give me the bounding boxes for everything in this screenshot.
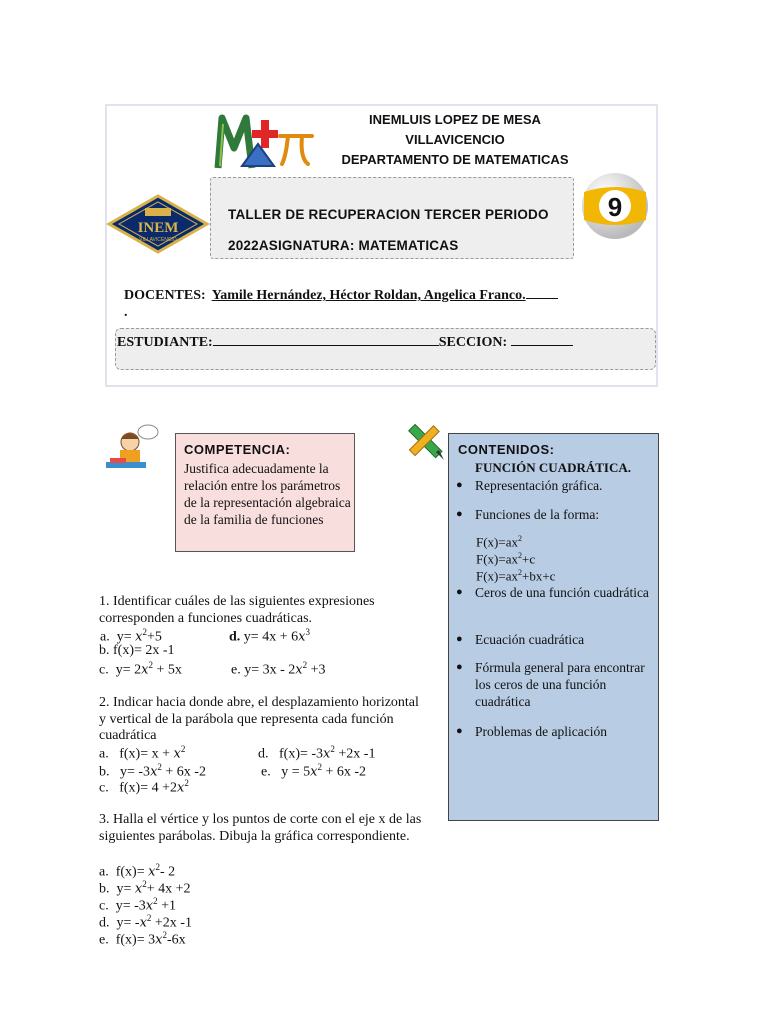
exercise-2c: c. $f(x)= 4 +2x^2$ bbox=[99, 778, 189, 796]
exercise-1d: d. $y= 4x + 6x^3$ bbox=[229, 627, 310, 645]
question-2-line-3: cuadrática bbox=[99, 728, 157, 743]
list-item: ● Representación gráfica. bbox=[456, 478, 603, 493]
exercise-2d: d. $f(x)= -3x^2 +2x$ -1 bbox=[258, 744, 376, 762]
list-item: ● Ceros de una función cuadrática bbox=[456, 585, 649, 600]
exercise-1c: c. $y= 2x^2 + 5x$ bbox=[99, 660, 182, 678]
exercise-1a: a. $y= x^2+5$ bbox=[100, 627, 162, 645]
billiard-ball-icon bbox=[580, 170, 650, 240]
estudiante-label: ESTUDIANTE: bbox=[117, 335, 213, 350]
bullet-icon: ● bbox=[456, 479, 463, 491]
competencia-title: COMPETENCIA: bbox=[184, 442, 291, 457]
student-reading-icon bbox=[100, 422, 160, 472]
inem-logo-text: INEM bbox=[137, 220, 179, 236]
workshop-title: TALLER DE RECUPERACION TERCER PERIODO bbox=[228, 207, 549, 222]
exercise-3c: c. $y= -3x^2 +1$ bbox=[99, 896, 177, 914]
exercise-2b: b. $y= -3x^2 + 6x$ -2 bbox=[99, 762, 206, 780]
exercise-1e: e. $y= 3x - 2x^2 +3$ bbox=[231, 660, 326, 678]
exercise-3e: e. $f(x)= 3x^2-6x$ bbox=[99, 930, 186, 948]
bullet-icon: ● bbox=[456, 661, 463, 673]
bullet-icon: ● bbox=[456, 508, 463, 520]
student-row bbox=[117, 333, 573, 351]
exercise-3b: b. $y= x^2+ 4x +2$ bbox=[99, 879, 191, 897]
formula-item: $F(x)=ax^2+bx+c$ bbox=[476, 568, 556, 584]
ball-number: 9 bbox=[607, 192, 623, 222]
question-3-line-2: siguientes parábolas. Dibuja la gráfica correspondiente. bbox=[99, 829, 410, 844]
estudiante-field[interactable] bbox=[213, 333, 439, 346]
school-name: INEMLUIS LOPEZ DE MESA bbox=[369, 112, 541, 127]
list-item: ● Fórmula general para encontrar los ceros de una función cuadrática bbox=[456, 660, 645, 709]
school-city: VILLAVICENCIO bbox=[405, 132, 505, 147]
seccion-field[interactable] bbox=[511, 333, 573, 346]
question-2-line-2: y vertical de la parábola que representa cada función bbox=[99, 712, 394, 727]
contenidos-title: CONTENIDOS: bbox=[458, 442, 555, 457]
docentes-row bbox=[124, 288, 558, 304]
docentes-underline bbox=[526, 297, 558, 299]
bullet-icon: ● bbox=[456, 586, 463, 598]
list-item: ● Ecuación cuadrática bbox=[456, 632, 585, 647]
exercise-2a: a. $f(x)= x + x^2$ bbox=[99, 744, 186, 762]
question-3-line-1: 3. Halla el vértice y los puntos de corte con el eje x de las bbox=[99, 812, 422, 827]
docentes-label: DOCENTES: bbox=[124, 288, 206, 303]
docentes-names: Yamile Hernández, Héctor Roldan, Angelica Franco. bbox=[211, 288, 526, 303]
question-1-line-2: corresponden a funciones cuadráticas. bbox=[99, 611, 313, 626]
inem-logo-icon bbox=[105, 192, 211, 256]
bullet-icon: ● bbox=[456, 633, 463, 645]
list-item: ● Problemas de aplicación bbox=[456, 724, 607, 739]
formula-item: $F(x)=ax^2+c$ bbox=[476, 551, 536, 567]
bullet-icon: ● bbox=[456, 725, 463, 737]
question-1-line-1: 1. Identificar cuáles de las siguientes expresiones bbox=[99, 594, 375, 609]
question-2-line-1: 2. Indicar hacia donde abre, el desplazamiento horizontal bbox=[99, 695, 419, 710]
dot-mark: . bbox=[124, 305, 128, 320]
inem-logo-subtext: VILLAVICENCIO bbox=[139, 237, 177, 243]
subject-title: 2022ASIGNATURA: MATEMATICAS bbox=[228, 238, 459, 253]
competencia-text: Justifica adecuadamente la relación entre los parámetros de la representación algebraica de la familia de funciones bbox=[184, 461, 351, 527]
exercise-3a: a. $f(x)= x^2-$ 2 bbox=[99, 862, 176, 880]
department-name: DEPARTAMENTO DE MATEMATICAS bbox=[341, 152, 569, 167]
pencil-ruler-icon bbox=[403, 418, 447, 462]
exercise-2e: e. $y = 5x^2 + 6x$ -2 bbox=[261, 762, 367, 780]
seccion-label: SECCION: bbox=[438, 335, 508, 350]
list-item: ● Funciones de la forma: bbox=[456, 507, 600, 522]
exercise-1b: b. f(x)= 2x -1 bbox=[99, 643, 175, 658]
contenidos-subtitle: FUNCIÓN CUADRÁTICA. bbox=[475, 460, 631, 475]
exercise-3d: d. $y= -x^2 +2x$ -1 bbox=[99, 913, 192, 931]
formula-item: $F(x)=ax^2$ bbox=[476, 534, 522, 550]
